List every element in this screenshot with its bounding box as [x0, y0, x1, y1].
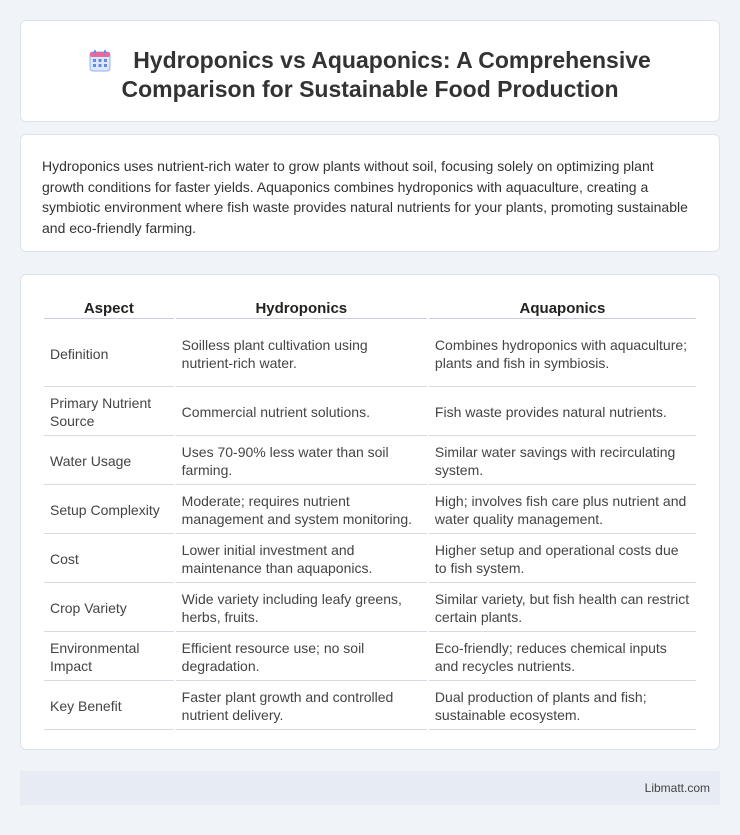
cell-hydroponics: Lower initial investment and maintenance than aquaponics.: [176, 536, 427, 583]
intro-paragraph: Hydroponics uses nutrient-rich water to grow plants without soil, focusing solely on optimizing plant growth conditions for faster yields. Aquaponics combines hydroponics with aquaculture, creating a symbiotic environment where fish waste provides natural nutrients for your plants, promoting sustainable and eco-friendly farming.: [42, 158, 688, 236]
cell-aspect: Cost: [44, 536, 174, 583]
footer-bar: [20, 771, 720, 805]
cell-hydroponics: Faster plant growth and controlled nutrient delivery.: [176, 683, 427, 730]
comparison-table: [42, 295, 698, 732]
cell-aquaponics: Eco-friendly; reduces chemical inputs and recycles nutrients.: [429, 634, 696, 681]
header-hydroponics: Hydroponics: [176, 297, 427, 319]
table-row: [44, 634, 696, 681]
calendar-icon: [89, 50, 111, 72]
cell-hydroponics: Efficient resource use; no soil degradation.: [176, 634, 427, 681]
footer-site-link[interactable]: Libmatt.com: [644, 781, 710, 795]
cell-aspect: Crop Variety: [44, 585, 174, 632]
table-row: [44, 585, 696, 632]
table-row: [44, 487, 696, 534]
cell-hydroponics: Soilless plant cultivation using nutrient-rich water.: [176, 321, 427, 387]
comparison-card: [20, 274, 720, 750]
table-row: [44, 321, 696, 387]
cell-aquaponics: Similar water savings with recirculating system.: [429, 438, 696, 485]
cell-aspect: Primary Nutrient Source: [44, 389, 174, 436]
cell-aspect: Environmental Impact: [44, 634, 174, 681]
cell-aquaponics: Fish waste provides natural nutrients.: [429, 389, 696, 436]
header-aquaponics: Aquaponics: [429, 297, 696, 319]
cell-aspect: Key Benefit: [44, 683, 174, 730]
cell-hydroponics: Moderate; requires nutrient management and system monitoring.: [176, 487, 427, 534]
cell-aspect: Setup Complexity: [44, 487, 174, 534]
page-title: [61, 46, 679, 104]
cell-aquaponics: Similar variety, but fish health can restrict certain plants.: [429, 585, 696, 632]
cell-hydroponics: Commercial nutrient solutions.: [176, 389, 427, 436]
title-card: [20, 20, 720, 122]
intro-card: [20, 134, 720, 252]
page-title-text: Hydroponics vs Aquaponics: A Comprehensive Comparison for Sustainable Food Production: [121, 47, 651, 102]
cell-aquaponics: Dual production of plants and fish; sustainable ecosystem.: [429, 683, 696, 730]
cell-aquaponics: High; involves fish care plus nutrient and water quality management.: [429, 487, 696, 534]
cell-aspect: Water Usage: [44, 438, 174, 485]
table-row: [44, 438, 696, 485]
table-row: [44, 683, 696, 730]
header-aspect: Aspect: [44, 297, 174, 319]
table-row: [44, 389, 696, 436]
cell-hydroponics: Uses 70-90% less water than soil farming.: [176, 438, 427, 485]
cell-aspect: Definition: [44, 321, 174, 387]
cell-hydroponics: Wide variety including leafy greens, herbs, fruits.: [176, 585, 427, 632]
cell-aquaponics: Combines hydroponics with aquaculture; plants and fish in symbiosis.: [429, 321, 696, 387]
cell-aquaponics: Higher setup and operational costs due to fish system.: [429, 536, 696, 583]
table-header-row: [44, 297, 696, 319]
table-row: [44, 536, 696, 583]
